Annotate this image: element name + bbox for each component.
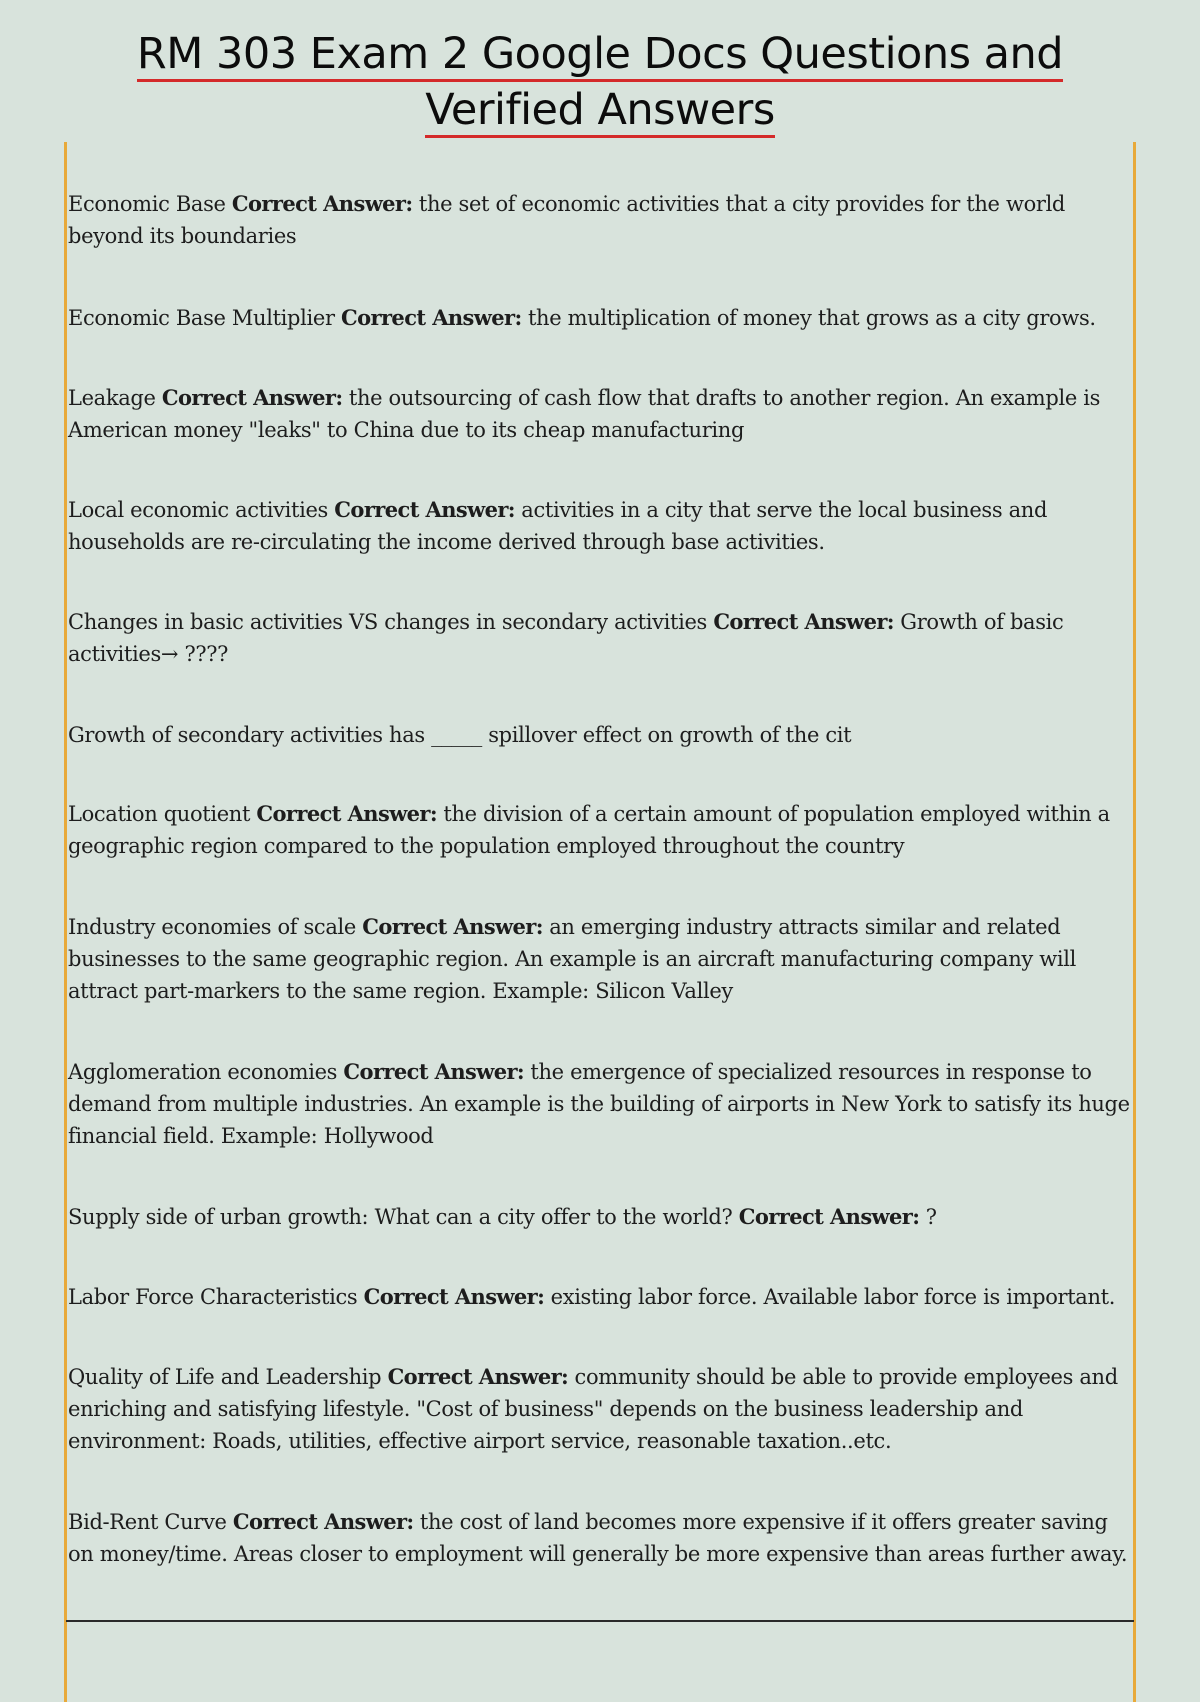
entry-term: Changes in basic activities VS changes in secondary activities [68,610,707,634]
entry-local-economic-activities [68,494,1130,558]
correct-answer-label: Correct Answer: [343,1059,525,1084]
entry-answer: the emergence of specialized resources in response to demand from multiple industries. An example is the building of airports in New York to satisfy its huge financial field. Example: Hollywood [68,1060,1130,1148]
entry-term: Quality of Life and Leadership [68,1365,382,1389]
entry-term: Economic Base [68,192,226,216]
entry-answer: the outsourcing of cash flow that drafts to another region. An example is American money "leaks" to China due to its cheap manufacturing [68,386,1101,442]
entry-term: Leakage [68,386,156,410]
entry-economic-base [68,188,1130,252]
entry-answer: existing labor force. Available labor force is important. [550,1285,1116,1309]
entry-basic-vs-secondary [68,606,1130,670]
entry-answer: the multiplication of money that grows as a city grows. [527,306,1096,330]
title-line-1: RM 303 Exam 2 Google Docs Questions and [137,29,1063,82]
entry-answer: the cost of land becomes more expensive if it offers greater saving on money/time. Areas closer to employment will generally be more expensive than areas further away. [68,1510,1128,1566]
entry-supply-side [68,1201,1130,1233]
title-line-2: Verified Answers [425,85,774,138]
entry-term: Supply side of urban growth: What can a city offer to the world? [68,1205,733,1229]
correct-answer-label: Correct Answer: [362,914,543,939]
entry-term: Economic Base Multiplier [68,306,335,330]
entry-labor-force [68,1281,1130,1313]
entry-leakage [68,382,1130,446]
bottom-divider [66,1620,1134,1622]
correct-answer-label: Correct Answer: [340,305,522,330]
entry-term: Bid-Rent Curve [68,1510,227,1534]
entry-agglomeration-economies [68,1056,1130,1152]
entry-term: Agglomeration economies [68,1060,338,1084]
entry-quality-of-life [68,1361,1130,1457]
correct-answer-label: Correct Answer: [334,497,515,522]
entry-answer: the division of a certain amount of population employed within a geographic region compared to the population employed throughout the country [68,802,1110,858]
entry-answer: activities in a city that serve the local business and households are re-circulating the income derived through base activities. [68,498,1048,554]
entry-location-quotient [68,798,1130,862]
correct-answer-label: Correct Answer: [231,191,413,216]
entry-term: Location quotient [68,802,251,826]
correct-answer-label: Correct Answer: [363,1284,545,1309]
entry-answer: community should be able to provide employees and enriching and satisfying lifestyle. "Cost of business" depends on the business leadership and environment: Roads, utilities, effective airport service, reasonable taxation..etc. [68,1365,1118,1453]
entry-industry-economies-of-scale [68,911,1130,1007]
correct-answer-label: Correct Answer: [161,385,343,410]
correct-answer-label: Correct Answer: [738,1204,920,1229]
document-title [0,26,1200,138]
entry-term: Industry economies of scale [68,915,356,939]
correct-answer-label: Correct Answer: [232,1509,414,1534]
correct-answer-label: Correct Answer: [256,801,438,826]
entry-secondary-growth [68,719,1130,751]
entry-term: Local economic activities [68,498,328,522]
entry-answer: an emerging industry attracts similar and related businesses to the same geographic region. An example is an aircraft manufacturing company will attract part-markers to the same region. Example: Silicon Valley [68,915,1076,1003]
correct-answer-label: Correct Answer: [387,1364,569,1389]
correct-answer-label: Correct Answer: [713,609,894,634]
entry-text: Growth of secondary activities has _____ spillover effect on growth of the cit [68,723,852,747]
entry-bid-rent-curve [68,1506,1130,1570]
entry-answer: Growth of basic activities→ ???? [68,610,1064,666]
entry-answer: ? [925,1205,937,1229]
entry-economic-base-multiplier [68,302,1130,334]
entry-term: Labor Force Characteristics [68,1285,358,1309]
entry-answer: the set of economic activities that a city provides for the world beyond its boundaries [68,192,1066,248]
